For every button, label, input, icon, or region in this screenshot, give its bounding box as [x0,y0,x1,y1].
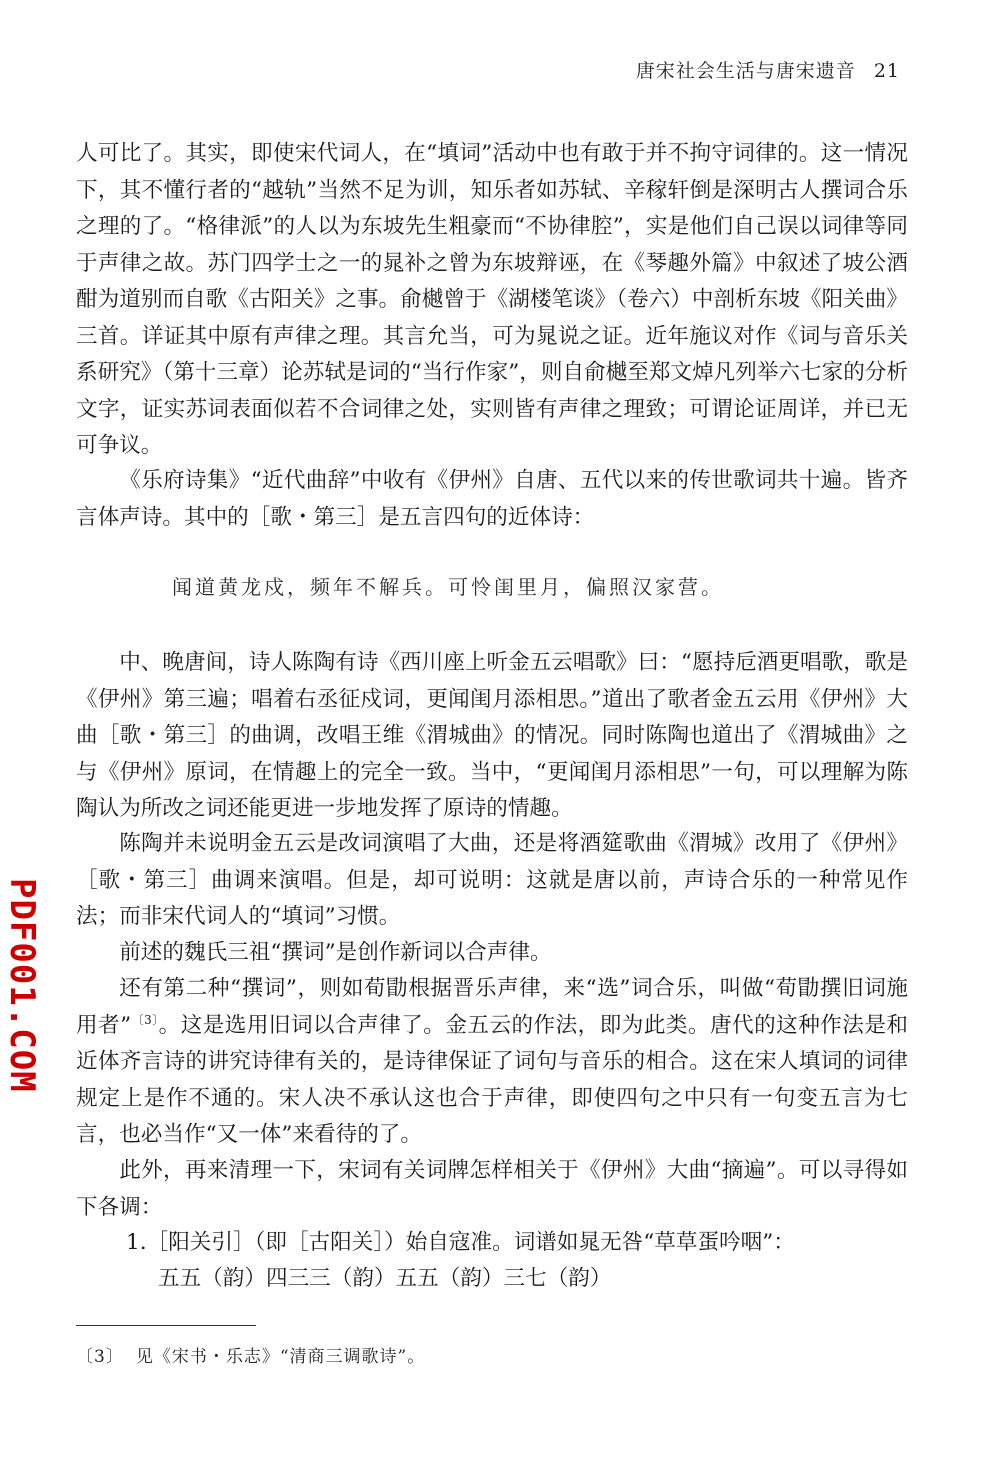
footnote [76,1342,425,1367]
paragraph-2: 《乐府诗集》“近代曲辞”中收有《伊州》自唐、五代以来的传世歌词共十遍。皆齐言体声诗。其中的［歌・第三］是五言四句的近体诗： [76,468,908,530]
quoted-poem: 闻道黄龙戍，频年不解兵。可怜闺里月，偏照汉家营。 [172,575,724,599]
list-item-1-pattern: 五五（韵）四三三（韵）五五（韵）三七（韵） [158,1266,612,1291]
footnote-text: 见《宋书・乐志》“清商三调歌诗”。 [135,1347,426,1367]
paragraph-6-text-a: 还有第二种“撰词”，则如荀勖根据晋乐声律，来“选”词合乐，叫做“荀勖撰旧词施用者” [76,976,908,1038]
book-title: 唐宋社会生活与唐宋遗音 [635,60,856,82]
paragraph-6 [76,971,908,1154]
paragraph-4: 陈陶并未说明金五云是改词演唱了大曲，还是将酒筵歌曲《渭城》改用了《伊州》［歌・第三］曲调来演唱。但是，却可说明：这就是唐以前，声诗合乐的一种常见作法；而非宋代词人的“填词”习惯。 [76,831,908,929]
page-number: 21 [873,60,900,82]
list-item-1: 1.［阳关引］（即［古阳关］）始自寇准。词谱如晁无咎“草草蛋吟咽”： [126,1230,795,1255]
footnote-divider [76,1325,256,1326]
footnote-reference[interactable]: 〔3〕 [131,1012,159,1027]
paragraph-1: 人可比了。其实，即使宋代词人，在“填词”活动中也有敢于并不拘守词律的。这一情况下，其不懂行者的“越轨”当然不足为训，知乐者如苏轼、辛稼轩倒是深明古人撰词合乐之理的了。“格律派”的人以为东坡先生粗豪而“不协律腔”，实是他们自己误以词律等同于声律之故。苏门四学士之一的晁补之曾为东坡辩诬，在《琴趣外篇》中叙述了坡公酒酣为道别而自歌《古阳关》之事。俞樾曾于《湖楼笔谈》（卷六）中剖析东坡《阳关曲》三首。详证其中原有声律之理。其言允当，可为晁说之证。近年施议对作《词与音乐关系研究》（第十三章）论苏轼是词的“当行作家”，则自俞樾至郑文焯凡列举六七家的分析文字，证实苏词表面似若不合词律之处，实则皆有声律之理致；可谓论证周详，并已无可争议。 [76,141,908,458]
running-header [636,56,900,83]
watermark-logo: PDF001.COM [2,878,42,1093]
paragraph-3: 中、晚唐间，诗人陈陶有诗《西川座上听金五云唱歌》曰：“愿持卮酒更唱歌，歌是《伊州》第三遍；唱着右丞征戍词，更闻闺月添相思。”道出了歌者金五云用《伊州》大曲［歌・第三］的曲调，改唱王维《渭城曲》的情况。同时陈陶也道出了《渭城曲》之与《伊州》原词，在情趣上的完全一致。当中，“更闻闺月添相思”一句，可以理解为陈陶认为所改之词还能更进一步地发挥了原诗的情趣。 [76,650,908,821]
footnote-mark: 〔3〕 [76,1347,124,1367]
paragraph-6-text-b: 。这是选用旧词以合声律了。金五云的作法，即为此类。唐代的这种作法是和近体齐言诗的讲究诗律有关的，是诗律保证了词句与音乐的相合。这在宋人填词的词律规定上是作不通的。宋人决不承认这也合于声律，即使四句之中只有一句变五言为七言，也必当作“又一体”来看待的了。 [76,1012,908,1147]
paragraph-5: 前述的魏氏三祖“撰词”是创作新词以合声律。 [119,940,552,965]
paragraph-7: 此外，再来清理一下，宋词有关词牌怎样相关于《伊州》大曲“摘遍”。可以寻得如下各调： [76,1158,908,1220]
